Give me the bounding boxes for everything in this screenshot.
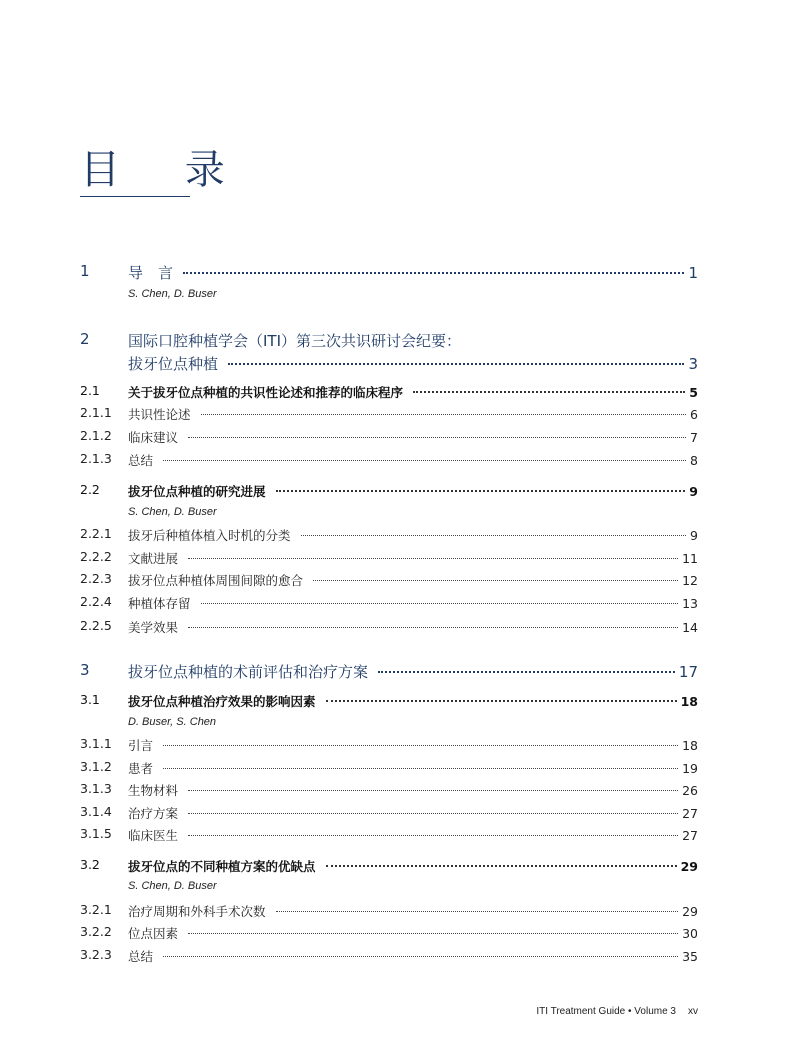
toc-chapter-2-line1[interactable] <box>80 330 698 351</box>
toc-page: 29 <box>680 859 698 874</box>
toc-page: 18 <box>682 738 698 753</box>
toc-number: 3.2.3 <box>80 947 112 962</box>
toc-page: 35 <box>682 949 698 964</box>
toc-number: 3.1.5 <box>80 826 112 841</box>
toc-section-2-2[interactable] <box>80 482 698 500</box>
toc-number: 2.2.1 <box>80 526 112 541</box>
toc-subsection-2-2-1[interactable] <box>80 526 698 544</box>
dot-leader <box>188 558 678 559</box>
toc-page: 19 <box>682 761 698 776</box>
dot-leader <box>163 745 678 746</box>
toc-number: 2.2.5 <box>80 618 112 633</box>
toc-number: 2.1 <box>80 383 100 398</box>
toc-number: 2.2 <box>80 482 100 497</box>
dot-leader <box>413 391 685 393</box>
toc-page: 17 <box>678 663 698 681</box>
toc-number: 2.2.4 <box>80 594 112 609</box>
toc-title: 临床医生 <box>128 828 179 843</box>
dot-leader <box>163 956 678 957</box>
toc-page: 30 <box>682 926 698 941</box>
toc-page: 13 <box>682 596 698 611</box>
toc-page: 9 <box>690 528 698 543</box>
toc-title: 关于拔牙位点种植的共识性论述和推荐的临床程序 <box>128 385 404 400</box>
toc-number: 3 <box>80 661 90 679</box>
toc-title: 拔牙后种植体植入时机的分类 <box>128 528 291 543</box>
toc-author: D. Buser, S. Chen <box>128 716 217 728</box>
page-footer <box>536 1006 698 1017</box>
toc-author: S. Chen, D. Buser <box>128 506 217 518</box>
dot-leader <box>188 813 678 814</box>
toc-title: 治疗方案 <box>128 806 179 821</box>
toc-page: 14 <box>682 620 698 635</box>
dot-leader <box>188 835 678 836</box>
toc-page: 9 <box>689 484 698 499</box>
dot-leader <box>378 671 675 673</box>
toc-title: 拔牙位点种植体周围间隙的愈合 <box>128 573 304 588</box>
toc-title: 拔牙位点种植 <box>128 355 219 373</box>
toc-subsection-2-2-4[interactable] <box>80 594 698 612</box>
toc-page: 12 <box>682 573 698 588</box>
toc-number: 2.2.2 <box>80 549 112 564</box>
toc-subsection-3-1-1[interactable] <box>80 736 698 754</box>
toc-title: 引言 <box>128 738 154 753</box>
dot-leader <box>188 437 686 438</box>
toc-number: 2.1.3 <box>80 451 112 466</box>
dot-leader <box>188 933 678 934</box>
toc-subsection-3-1-2[interactable] <box>80 759 698 777</box>
toc-subsection-3-1-3[interactable] <box>80 781 698 799</box>
toc-section-2-1[interactable] <box>80 383 698 401</box>
toc-title: 患者 <box>128 761 154 776</box>
dot-leader <box>301 535 687 536</box>
dot-leader <box>276 911 679 912</box>
toc-subsection-3-2-2[interactable] <box>80 924 698 942</box>
toc-title: 拔牙位点的不同种植方案的优缺点 <box>128 859 316 874</box>
toc-title: 国际口腔种植学会（ITI）第三次共识研讨会纪要： <box>128 332 462 350</box>
toc-number: 1 <box>80 262 90 280</box>
dot-leader <box>188 627 678 628</box>
toc-title: 位点因素 <box>128 926 179 941</box>
toc-subsection-2-1-2[interactable] <box>80 428 698 446</box>
footer-text: ITI Treatment Guide • Volume 3 <box>536 1006 676 1017</box>
toc-page: 26 <box>682 783 698 798</box>
dot-leader <box>276 490 686 492</box>
toc-page: 7 <box>690 430 698 445</box>
toc-chapter-2-line2[interactable] <box>80 353 698 374</box>
toc-title: 种植体存留 <box>128 596 191 611</box>
toc-page: 1 <box>688 264 698 282</box>
toc-number: 3.1.2 <box>80 759 112 774</box>
toc-number: 3.1.1 <box>80 736 112 751</box>
toc-title: 共识性论述 <box>128 407 191 422</box>
toc-number: 3.2.1 <box>80 902 112 917</box>
toc-title: 美学效果 <box>128 620 179 635</box>
toc-page: 29 <box>682 904 698 919</box>
toc-title: 文献进展 <box>128 551 179 566</box>
toc-chapter-3[interactable] <box>80 661 698 682</box>
dot-leader <box>201 603 679 604</box>
toc-title: 拔牙位点种植的研究进展 <box>128 484 266 499</box>
toc-subsection-2-1-3[interactable] <box>80 451 698 469</box>
toc-page: 6 <box>690 407 698 422</box>
toc-page: 18 <box>680 694 698 709</box>
title-underline <box>80 196 190 197</box>
toc-number: 3.1.4 <box>80 804 112 819</box>
toc-title: 拔牙位点种植治疗效果的影响因素 <box>128 694 316 709</box>
toc-title: 生物材料 <box>128 783 179 798</box>
dot-leader <box>326 700 677 702</box>
toc-number: 2 <box>80 330 90 348</box>
dot-leader <box>188 790 678 791</box>
toc-page: 27 <box>682 828 698 843</box>
toc-section-3-2[interactable] <box>80 857 698 875</box>
toc-title: 总结 <box>128 453 154 468</box>
toc-number: 3.1 <box>80 692 100 707</box>
toc-number: 3.1.3 <box>80 781 112 796</box>
toc-page: 5 <box>689 385 698 400</box>
toc-subsection-3-1-4[interactable] <box>80 804 698 822</box>
toc-author: S. Chen, D. Buser <box>128 880 217 892</box>
dot-leader <box>313 580 678 581</box>
dot-leader <box>163 768 678 769</box>
dot-leader <box>183 272 684 274</box>
toc-title: 导 言 <box>128 264 174 282</box>
footer-page-number: xv <box>688 1006 698 1017</box>
toc-title: 拔牙位点种植的术前评估和治疗方案 <box>128 663 369 681</box>
toc-page: 27 <box>682 806 698 821</box>
toc-page: 11 <box>682 551 698 566</box>
toc-subsection-2-2-5[interactable] <box>80 618 698 636</box>
toc-title: 治疗周期和外科手术次数 <box>128 904 266 919</box>
toc-number: 2.1.2 <box>80 428 112 443</box>
toc-title: 临床建议 <box>128 430 179 445</box>
toc-subsection-3-2-3[interactable] <box>80 947 698 965</box>
dot-leader <box>326 865 677 867</box>
toc-subsection-2-2-2[interactable] <box>80 549 698 567</box>
toc-section-3-1[interactable] <box>80 692 698 710</box>
toc-title: 总结 <box>128 949 154 964</box>
toc-page: 8 <box>690 453 698 468</box>
toc-author: S. Chen, D. Buser <box>128 288 217 300</box>
toc-page: 3 <box>688 355 698 373</box>
toc-subsection-3-1-5[interactable] <box>80 826 698 844</box>
toc-number: 3.2.2 <box>80 924 112 939</box>
toc-subsection-3-2-1[interactable] <box>80 902 698 920</box>
dot-leader <box>228 363 684 365</box>
toc-subsection-2-1-1[interactable] <box>80 405 698 423</box>
page-title: 目 录 <box>80 147 251 193</box>
dot-leader <box>163 460 686 461</box>
toc-subsection-2-2-3[interactable] <box>80 571 698 589</box>
toc-number: 2.1.1 <box>80 405 112 420</box>
toc-number: 3.2 <box>80 857 100 872</box>
toc-chapter-1[interactable] <box>80 262 698 283</box>
dot-leader <box>201 414 687 415</box>
toc-number: 2.2.3 <box>80 571 112 586</box>
